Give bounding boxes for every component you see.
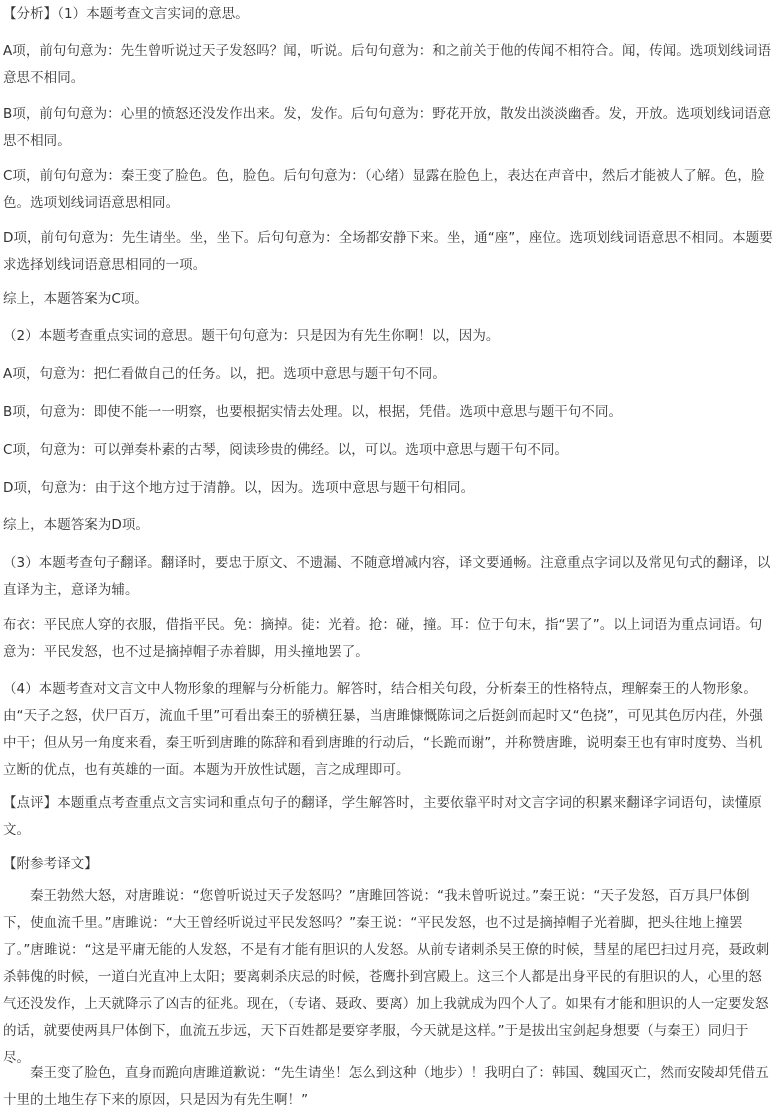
q2-option-b: B项，句意为：即使不能一一明察，也要根据实情去处理。以，根据，凭借。选项中意思与题干句不同。 — [3, 404, 623, 420]
translation-heading: 【附参考译文】 — [3, 856, 98, 872]
translation-paragraph-1: 秦王勃然大怒，对唐雎说：“您曾听说过天子发怒吗？”唐雎回答说：“我未曾听说过。”秦王说：“天子发怒，百万具尸体倒下，使血流千里。”唐雎说：“大王曾经听说过平民发怒吗？”秦王说：“平民发怒，也不过是摘掉帽子光着脚，把头往地上撞罢了。”唐雎说：“这是平庸无能的人发怒，不是有才能有胆识的人发怒。从前专诸刺杀吴王僚的时候，彗星的尾巴扫过月亮，聂政刺杀韩傀的时候，一道白光直冲上太阳；要离刺杀庆忌的时候，苍鹰扑到宫殿上。这三个人都是出身平民的有胆识的人，心里的怒气还没发作，上天就降示了凶吉的征兆。现在，（专诸、聂政、要离）加上我就成为四个人了。如果有才能和胆识的人一定要发怒的话，就要使两具尸体倒下，血流五步远，天下百姓都是要穿孝服，今天就是这样。”于是拔出宝剑起身想要（与秦王）同归于尽。 — [3, 888, 770, 1066]
q4-analysis: （4）本题考查对文言文中人物形象的理解与分析能力。解答时，结合相关句段，分析秦王的性格特点，理解秦王的人物形象。由“天子之怒，伏尸百万，流血千里”可看出秦王的骄横狂暴，当唐雎慷慨陈词之后挺剑而起时又“色挠”，可见其色厉内荏，外强中干；但从另一角度来看，秦王听到唐雎的陈辞和看到唐雎的行动后，“长跪而谢”，并称赞唐雎，说明秦王也有审时度势、当机立断的优点，也有英雄的一面。本题为开放性试题，言之成理即可。 — [3, 681, 763, 778]
q1-conclusion: 综上，本题答案为C项。 — [3, 291, 148, 307]
translation-paragraph-2: 秦王变了脸色，直身而跪向唐雎道歉说：“先生请坐！怎么到这种（地步）！我明白了：韩国、魏国灭亡，然而安陵却凭借五十里的土地生存下来的原因，只是因为有先生啊！” — [3, 1065, 769, 1108]
q3-keywords: 布衣：平民庶人穿的衣服，借指平民。免：摘掉。徒：光着。抢：碰，撞。耳：位于句末，指“罢了”。以上词语为重点词语。句意为：平民发怒，也不过是摘掉帽子赤着脚，用头撞地罢了。 — [3, 617, 763, 660]
comment-paragraph: 【点评】本题重点考查重点文言实词和重点句子的翻译，学生解答时，主要依靠平时对文言字词的积累来翻译字词语句，读懂原文。 — [3, 795, 762, 838]
q1-option-b: B项，前句句意为：心里的愤怒还没发作出来。发，发作。后句句意为：野花开放，散发出淡淡幽香。发，开放。选项划线词语意思不相同。 — [3, 106, 772, 149]
q3-intro: （3）本题考查句子翻译。翻译时，要忠于原文、不遗漏、不随意增减内容，译文要通畅。注意重点字词以及常见句式的翻译，以直译为主，意译为辅。 — [3, 555, 771, 598]
q1-option-c: C项，前句句意为：秦王变了脸色。色，脸色。后句句意为：（心绪）显露在脸色上，表达在声音中，然后才能被人了解。色，脸色。选项划线词语意思相同。 — [3, 168, 765, 211]
q2-option-d: D项，句意为：由于这个地方过于清静。以，因为。选项中意思与题干句相同。 — [3, 480, 475, 496]
q2-option-c: C项，句意为：可以弹奏朴素的古琴，阅读珍贵的佛经。以，可以。选项中意思与题干句不同。 — [3, 442, 569, 458]
q2-conclusion: 综上，本题答案为D项。 — [3, 517, 149, 533]
q1-option-a: A项，前句句意为：先生曾听说过天子发怒吗？闻，听说。后句句意为：和之前关于他的传闻不相符合。闻，传闻。选项划线词语意思不相同。 — [3, 43, 772, 86]
q2-intro: （2）本题考查重点实词的意思。题干句句意为：只是因为有先生你啊！以，因为。 — [3, 328, 500, 344]
q1-option-d: D项，前句句意为：先生请坐。坐，坐下。后句句意为：全场都安静下来。坐，通“座”，座位。选项划线词语意思不相同。本题要求选择划线词语意思相同的一项。 — [3, 230, 773, 273]
analysis-heading: 【分析】（1）本题考查文言实词的意思。 — [3, 6, 249, 22]
q2-option-a: A项，句意为：把仁看做自己的任务。以，把。选项中意思与题干句不同。 — [3, 366, 446, 382]
